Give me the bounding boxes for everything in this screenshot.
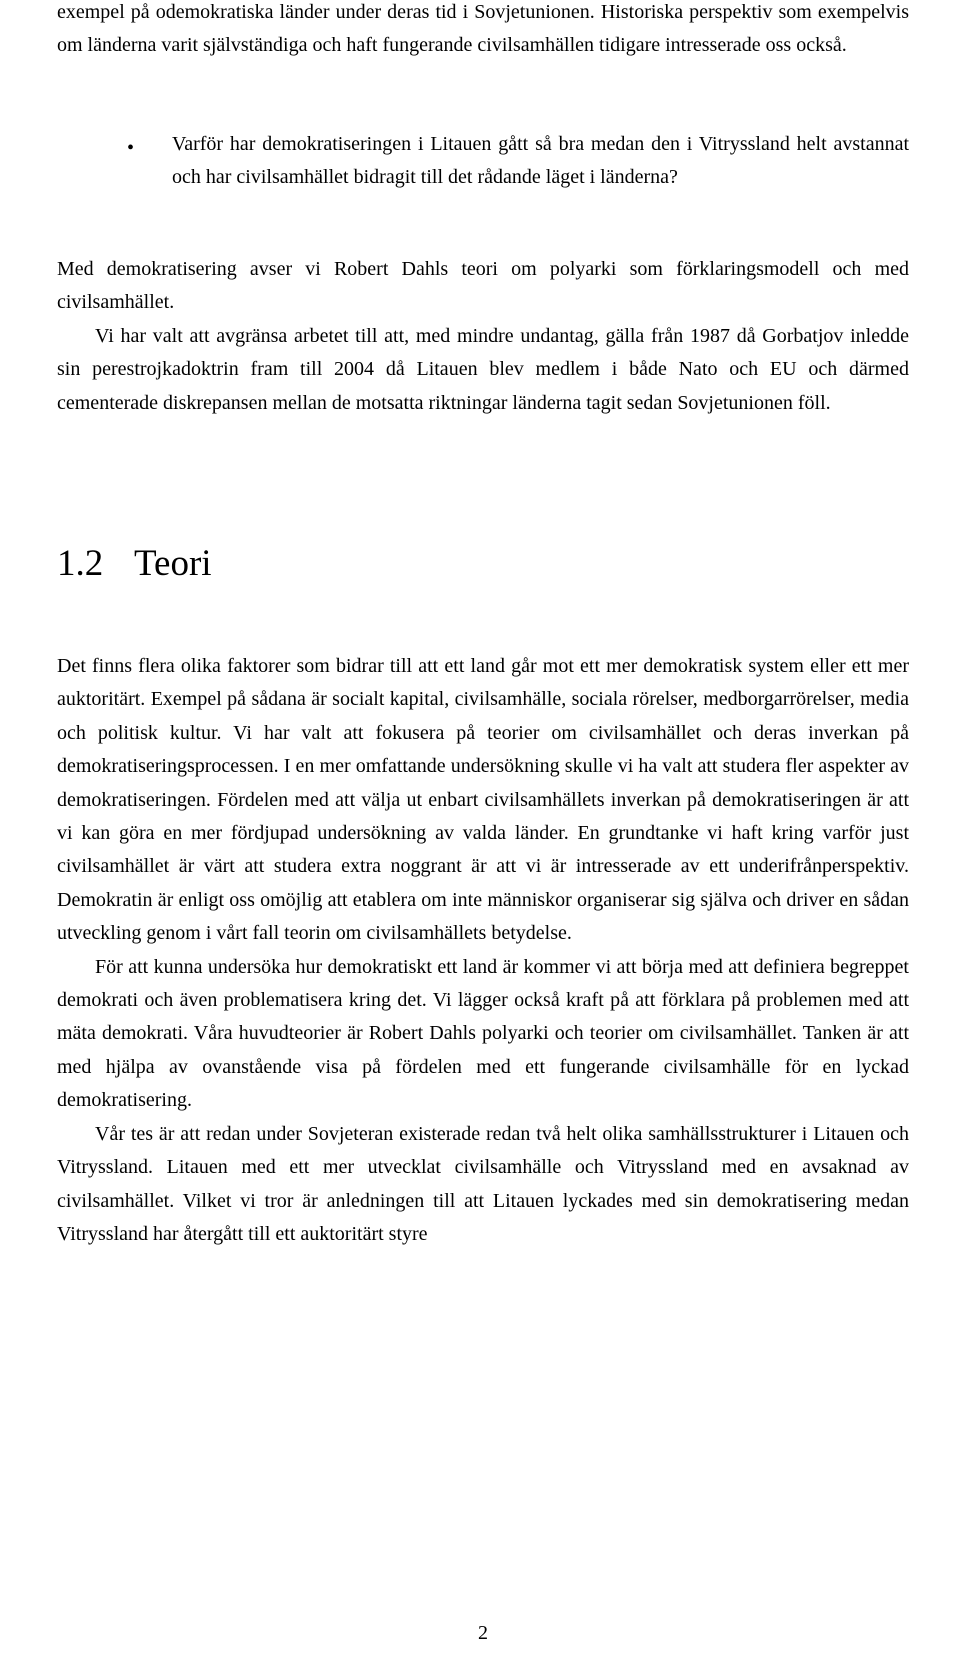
intro-paragraph: exempel på odemokratiska länder under deras tid i Sovjetunionen. Historiska perspektiv som exempelvis om länderna varit självständiga och haft fungerande civilsamhällen tidigare intresserade oss också. xyxy=(57,1,909,57)
bullet-icon: • xyxy=(127,137,135,159)
method-section xyxy=(57,253,909,420)
research-question xyxy=(57,128,909,195)
theory-paragraph-1: Det finns flera olika faktorer som bidrar till att ett land går mot ett mer demokratisk system eller ett mer auktoritärt. Exempel på sådana är socialt kapital, civilsamhälle, sociala rörelser, medborgarrörelser, media och politisk kultur. Vi har valt att fokusera på teorier om civilsamhället och deras inverkan på demokratiseringsprocessen. I en mer omfattande undersökning skulle vi ha valt att studera fler aspekter av demokratiseringen. Fördelen med att välja ut enbart civilsamhällets inverkan på demokratiseringen är att vi kan göra en mer fördjupad undersökning av valda länder. En grundtanke vi haft kring varför just civilsamhället är värt att studera extra noggrant är att vi är intresserade av ett underifrånperspektiv. Demokratin är enligt oss omöjlig att etablera om inte människor organiserar sig själva och driver en sådan utveckling genom i vårt fall teorin om civilsamhällets betydelse. xyxy=(57,655,909,945)
section-title: Teori xyxy=(134,543,212,584)
method-paragraph-1: Med demokratisering avser vi Robert Dahls teori om polyarki som förklaringsmodell och med civilsamhället. xyxy=(57,258,909,314)
research-question-text: Varför har demokratiseringen i Litauen gått så bra medan den i Vitryssland helt avstannat och har civilsamhället bidragit till det rådande läget i länderna? xyxy=(172,133,909,189)
theory-section xyxy=(57,650,909,1251)
theory-paragraph-3: Vår tes är att redan under Sovjeteran existerade redan två helt olika samhällsstrukturer i Litauen och Vitryssland. Litauen med ett mer utvecklat civilsamhälle och Vitryssland med en avsaknad av civilsamhället. Vilket vi tror är anledningen till att Litauen lyckades med sin demokratisering medan Vitryssland har återgått till ett auktoritärt styre xyxy=(57,1122,909,1245)
theory-paragraph-2: För att kunna undersöka hur demokratiskt ett land är kommer vi att börja med att definiera begreppet demokrati och även problematisera kring det. Vi lägger också kraft på att förklara på problemen med att mäta demokrati. Våra huvudteorier är Robert Dahls polyarki och teorier om civilsamhället. Tanken är att med hjälpa av ovanstående visa på fördelen med ett fungerande civilsamhälle för en lyckad demokratisering. xyxy=(57,955,909,1112)
method-paragraph-2: Vi har valt att avgränsa arbetet till att, med mindre undantag, gälla från 1987 då Gorbatjov inledde sin perestrojkadoktrin fram till 2004 då Litauen blev medlem i både Nato och EU och därmed cementerade diskrepansen mellan de motsatta riktningar länderna tagit sedan Sovjetunionen föll. xyxy=(57,324,909,414)
document-page xyxy=(57,0,909,1655)
section-number: 1.2 xyxy=(57,543,104,584)
section-heading xyxy=(57,536,909,592)
page-number: 2 xyxy=(478,1622,488,1644)
